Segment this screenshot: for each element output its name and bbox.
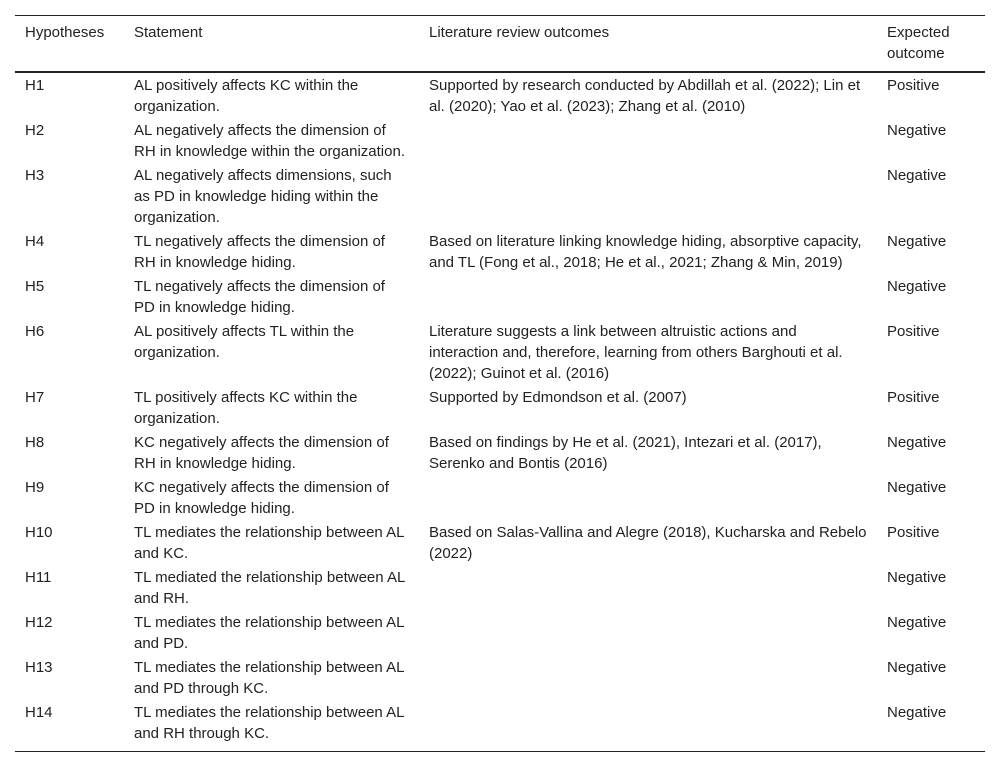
table-row	[15, 274, 985, 319]
statement-cell: AL negatively affects dimensions, such as PD in knowledge hiding within the organization.	[134, 167, 392, 226]
table-row	[15, 430, 985, 475]
header-expected: Expected outcome	[877, 16, 985, 73]
statement-cell: TL mediates the relationship between AL and RH through KC.	[124, 700, 419, 752]
header-row	[15, 16, 985, 73]
statement-cell: AL positively affects KC within the organization.	[134, 77, 359, 115]
hypothesis-id: H5	[25, 278, 45, 295]
literature-cell	[419, 475, 877, 520]
hypothesis-id: H4	[25, 233, 45, 250]
table-row	[15, 655, 985, 700]
table-row	[15, 229, 985, 274]
literature-cell	[419, 655, 877, 700]
expected-cell: Negative	[887, 434, 947, 451]
table-body	[15, 72, 985, 752]
table-row	[15, 72, 985, 118]
header-literature: Literature review outcomes	[419, 16, 877, 73]
expected-cell: Negative	[887, 569, 947, 586]
literature-cell: Based on findings by He et al. (2021), Intezari et al. (2017), Serenko and Bontis (2016)	[429, 434, 822, 472]
statement-cell: KC negatively affects the dimension of PD in knowledge hiding.	[134, 479, 389, 517]
statement-cell: TL mediates the relationship between AL and KC.	[134, 524, 404, 562]
expected-cell: Negative	[887, 122, 947, 139]
literature-cell	[419, 163, 877, 229]
hypothesis-id: H14	[15, 700, 124, 752]
literature-cell	[419, 700, 877, 752]
hypotheses-table	[15, 15, 985, 752]
hypothesis-id: H11	[25, 569, 52, 586]
hypothesis-id: H12	[25, 614, 53, 631]
literature-cell	[419, 274, 877, 319]
expected-cell: Negative	[887, 479, 947, 496]
table-row	[15, 163, 985, 229]
hypothesis-id: H13	[25, 659, 53, 676]
statement-cell: AL positively affects TL within the organization.	[134, 323, 355, 361]
table-row	[15, 475, 985, 520]
literature-cell: Supported by Edmondson et al. (2007)	[429, 389, 687, 406]
hypothesis-id: H3	[25, 167, 45, 184]
statement-cell: TL negatively affects the dimension of PD in knowledge hiding.	[134, 278, 385, 316]
expected-cell: Negative	[887, 233, 947, 250]
expected-cell: Negative	[887, 278, 947, 295]
literature-cell: Supported by research conducted by Abdillah et al. (2022); Lin et al. (2020); Yao et al. (2023); Zhang et al. (2010)	[429, 77, 861, 115]
expected-cell: Positive	[887, 323, 940, 340]
expected-cell: Negative	[887, 167, 947, 184]
statement-cell: TL mediates the relationship between AL and PD through KC.	[134, 659, 404, 697]
expected-cell: Negative	[877, 700, 985, 752]
expected-cell: Positive	[887, 77, 940, 94]
literature-cell: Based on literature linking knowledge hiding, absorptive capacity, and TL (Fong et al., 2018; He et al., 2021; Zhang & Min, 2019)	[429, 233, 862, 271]
table-row	[15, 385, 985, 430]
literature-cell	[419, 565, 877, 610]
table-row	[15, 520, 985, 565]
statement-cell: KC negatively affects the dimension of RH in knowledge hiding.	[134, 434, 389, 472]
expected-cell: Positive	[887, 524, 940, 541]
literature-cell	[419, 610, 877, 655]
statement-cell: TL mediates the relationship between AL and PD.	[134, 614, 404, 652]
expected-cell: Positive	[887, 389, 940, 406]
table-row	[15, 565, 985, 610]
hypothesis-id: H10	[25, 524, 53, 541]
table-row	[15, 610, 985, 655]
statement-cell: AL negatively affects the dimension of RH in knowledge within the organization.	[134, 122, 405, 160]
statement-cell: TL positively affects KC within the organization.	[134, 389, 358, 427]
statement-cell: TL negatively affects the dimension of RH in knowledge hiding.	[134, 233, 385, 271]
hypothesis-id: H1	[25, 77, 45, 94]
hypothesis-id: H7	[25, 389, 45, 406]
expected-cell: Negative	[887, 614, 947, 631]
table-row	[15, 700, 985, 752]
statement-cell: TL mediated the relationship between AL and RH.	[134, 569, 405, 607]
hypothesis-id: H2	[25, 122, 45, 139]
literature-cell: Literature suggests a link between altruistic actions and interaction and, therefore, learning from others Barghouti et al. (2022); Guinot et al. (2016)	[429, 323, 843, 382]
table-row	[15, 118, 985, 163]
literature-cell: Based on Salas-Vallina and Alegre (2018), Kucharska and Rebelo (2022)	[429, 524, 867, 562]
literature-cell	[419, 118, 877, 163]
hypothesis-id: H9	[25, 479, 45, 496]
expected-cell: Negative	[887, 659, 947, 676]
hypothesis-id: H6	[25, 323, 45, 340]
table-row	[15, 319, 985, 385]
table-header	[15, 16, 985, 73]
header-statement: Statement	[124, 16, 419, 73]
header-hypotheses: Hypotheses	[15, 16, 124, 73]
hypothesis-id: H8	[25, 434, 45, 451]
